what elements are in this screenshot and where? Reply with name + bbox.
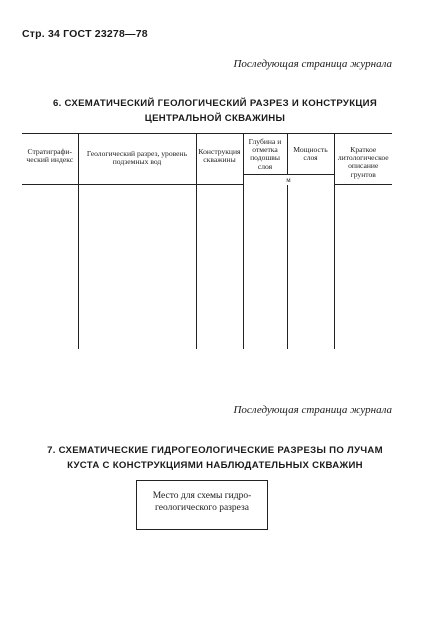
section-6-title-line-1: 6. СХЕМАТИЧЕСКИЙ ГЕОЛОГИЧЕСКИЙ РАЗРЕЗ И КОНСТРУКЦИЯ	[52, 98, 378, 109]
unit-label: м	[243, 174, 334, 185]
placeholder-line-2: геологического разреза	[155, 503, 249, 513]
section-6-title-line-2: ЦЕНТРАЛЬНОЙ СКВАЖИНЫ	[144, 113, 286, 124]
col-header-well-construction: Конструкция скважины	[196, 134, 243, 185]
page-header: Стр. 34 ГОСТ 23278—78	[22, 28, 148, 40]
col-header-strat-index: Стратиграфический индекс	[22, 134, 78, 185]
section-7-title-line-1: 7. СХЕМАТИЧЕСКИЕ ГИДРОГЕОЛОГИЧЕСКИЕ РАЗРЕЗЫ ПО ЛУЧАМ	[47, 445, 383, 456]
table-cell	[287, 185, 334, 350]
table-cell	[22, 185, 78, 350]
table-cell	[334, 185, 392, 350]
geological-section-table	[22, 133, 392, 349]
section-6-subtitle: Последующая страница журнала	[233, 58, 392, 70]
col-header-thickness: Мощность слоя	[287, 134, 334, 175]
table-cell	[78, 185, 196, 350]
section-7-title-line-2: КУСТА С КОНСТРУКЦИЯМИ НАБЛЮДАТЕЛЬНЫХ СКВАЖИН	[67, 460, 363, 471]
placeholder-line-1: Место для схемы гидро-	[152, 491, 252, 501]
col-header-lithology: Краткое литологическое описание грунтов	[334, 134, 392, 185]
section-7-title	[40, 443, 390, 473]
section-7-subtitle: Последующая страница журнала	[233, 404, 392, 416]
table-cell	[196, 185, 243, 350]
section-6-title	[40, 96, 390, 126]
col-header-geological-section: Геологический разрез, уровень подземных вод	[78, 134, 196, 185]
table-cell	[243, 185, 287, 350]
col-header-depth: Глубина и отметка подошвы слоя	[243, 134, 287, 175]
diagram-placeholder-text	[141, 490, 263, 514]
